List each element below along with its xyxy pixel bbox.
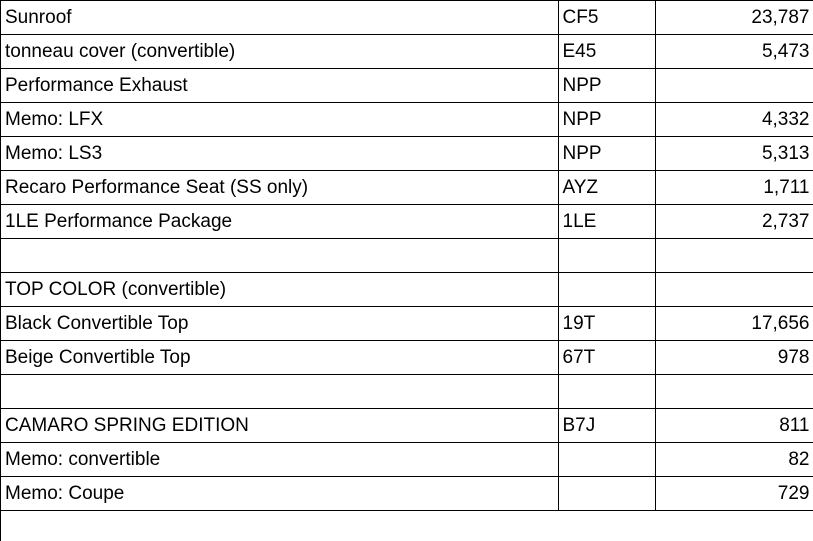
- cell-count[interactable]: 978: [655, 341, 813, 375]
- cell-code[interactable]: [558, 477, 655, 511]
- cell-code[interactable]: AYZ: [558, 171, 655, 205]
- cell-count[interactable]: [655, 375, 813, 409]
- cell-count[interactable]: [655, 69, 813, 103]
- cell-code[interactable]: [558, 239, 655, 273]
- table-row[interactable]: [1, 239, 813, 273]
- cell-count[interactable]: 729: [655, 477, 813, 511]
- options-table: [1, 1, 813, 511]
- cell-count[interactable]: 17,656: [655, 307, 813, 341]
- cell-code[interactable]: CF5: [558, 1, 655, 35]
- cell-description[interactable]: [1, 239, 558, 273]
- table-row[interactable]: [1, 409, 813, 443]
- cell-count[interactable]: 82: [655, 443, 813, 477]
- cell-code[interactable]: NPP: [558, 137, 655, 171]
- cell-code[interactable]: [558, 375, 655, 409]
- cell-description[interactable]: Sunroof: [1, 1, 558, 35]
- cell-count[interactable]: 23,787: [655, 1, 813, 35]
- cell-description[interactable]: Memo: LS3: [1, 137, 558, 171]
- cell-description[interactable]: Beige Convertible Top: [1, 341, 558, 375]
- cell-description[interactable]: Black Convertible Top: [1, 307, 558, 341]
- table-row[interactable]: [1, 375, 813, 409]
- table-row[interactable]: [1, 307, 813, 341]
- table-row[interactable]: [1, 341, 813, 375]
- table-body: [1, 1, 813, 511]
- table-row[interactable]: [1, 1, 813, 35]
- cell-count[interactable]: 811: [655, 409, 813, 443]
- cell-code[interactable]: B7J: [558, 409, 655, 443]
- cell-code[interactable]: [558, 443, 655, 477]
- table-row[interactable]: [1, 273, 813, 307]
- table-row[interactable]: [1, 69, 813, 103]
- cell-description[interactable]: CAMARO SPRING EDITION: [1, 409, 558, 443]
- cell-code[interactable]: NPP: [558, 69, 655, 103]
- cell-count[interactable]: 2,737: [655, 205, 813, 239]
- cell-description[interactable]: Memo: convertible: [1, 443, 558, 477]
- table-row[interactable]: [1, 477, 813, 511]
- cell-code[interactable]: NPP: [558, 103, 655, 137]
- cell-count[interactable]: [655, 239, 813, 273]
- cell-count[interactable]: 1,711: [655, 171, 813, 205]
- cell-description[interactable]: TOP COLOR (convertible): [1, 273, 558, 307]
- cell-description[interactable]: Memo: Coupe: [1, 477, 558, 511]
- table-row[interactable]: [1, 205, 813, 239]
- cell-description[interactable]: [1, 375, 558, 409]
- cell-code[interactable]: 19T: [558, 307, 655, 341]
- cell-description[interactable]: Performance Exhaust: [1, 69, 558, 103]
- cell-count[interactable]: 5,473: [655, 35, 813, 69]
- cell-code[interactable]: E45: [558, 35, 655, 69]
- cell-description[interactable]: Memo: LFX: [1, 103, 558, 137]
- table-row[interactable]: [1, 443, 813, 477]
- cell-description[interactable]: Recaro Performance Seat (SS only): [1, 171, 558, 205]
- cell-code[interactable]: 67T: [558, 341, 655, 375]
- cell-code[interactable]: 1LE: [558, 205, 655, 239]
- table-row[interactable]: [1, 35, 813, 69]
- cell-description[interactable]: 1LE Performance Package: [1, 205, 558, 239]
- table-row[interactable]: [1, 137, 813, 171]
- table-row[interactable]: [1, 103, 813, 137]
- cell-count[interactable]: 4,332: [655, 103, 813, 137]
- cell-count[interactable]: [655, 273, 813, 307]
- cell-code[interactable]: [558, 273, 655, 307]
- table-row[interactable]: [1, 171, 813, 205]
- cell-description[interactable]: tonneau cover (convertible): [1, 35, 558, 69]
- cell-count[interactable]: 5,313: [655, 137, 813, 171]
